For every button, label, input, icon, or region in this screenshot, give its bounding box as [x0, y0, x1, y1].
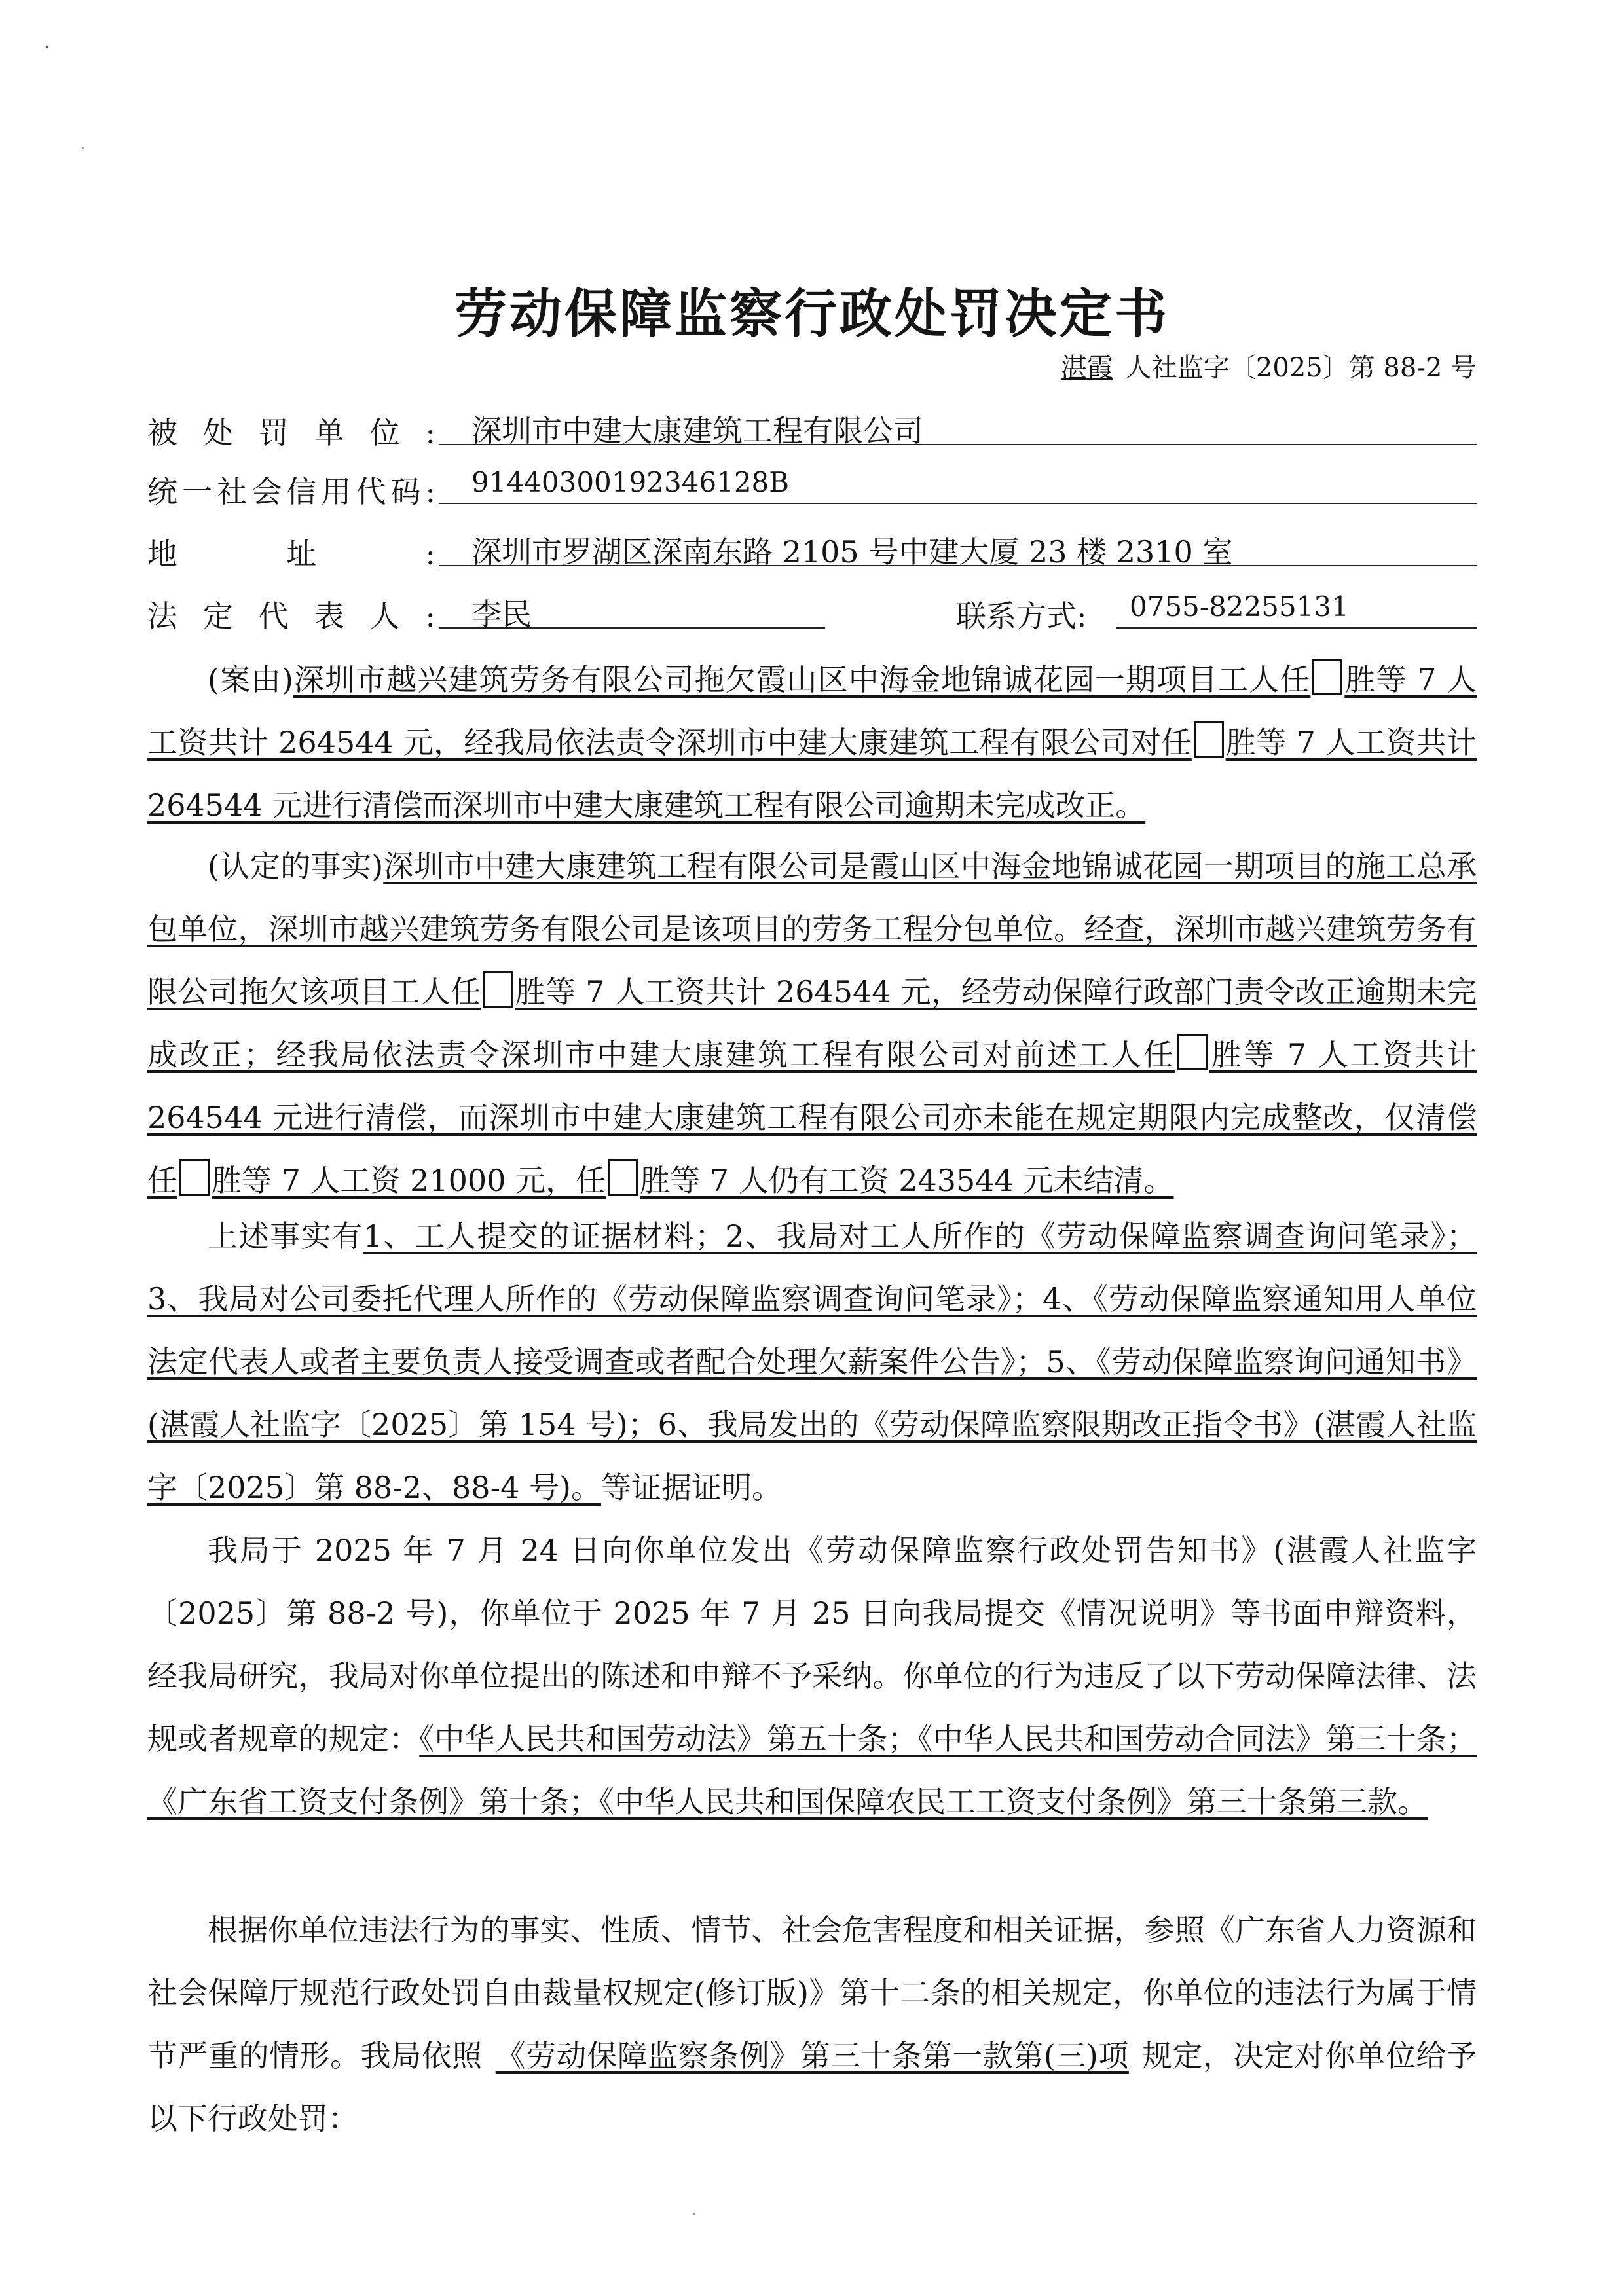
basis-paragraph	[147, 1899, 1477, 2150]
facts-text-5: 胜等 7 人仍有工资 243544 元未结清。	[640, 1163, 1174, 1198]
basis-law: 《劳动保障监察条例》第三十条第一款第(三)项	[495, 2038, 1129, 2073]
violated-laws: 《中华人民共和国劳动法》第五十条；《中华人民共和国劳动合同法》第三十条；《广东省工资支付条例》第十条；《中华人民共和国保障农民工工资支付条例》第三十条第三款。	[147, 1721, 1477, 1819]
notice-paragraph	[147, 1519, 1477, 1833]
redaction-box	[483, 971, 513, 1008]
facts-text-3: 胜等 7 人工资共计 264544 元进行清偿，而深圳市中建大康建筑工程有限公司亦未能在规定期限内完成整改，仅清偿任	[147, 1037, 1477, 1198]
case-text-2: 胜等 7 人工资共计 264544 元，经我局依法责令深圳市中建大康建筑工程有限公司对任	[147, 662, 1477, 760]
document-title: 劳动保障监察行政处罚决定书	[454, 283, 1170, 344]
facts-text-2: 胜等 7 人工资共计 264544 元，经劳动保障行政部门责令改正逾期未完成改正；经我局依法责令深圳市中建大康建筑工程有限公司对前述工人任	[147, 974, 1477, 1072]
case-text-1: 深圳市越兴建筑劳务有限公司拖欠霞山区中海金地锦诚花园一期项目工人任	[293, 662, 1311, 697]
address-value: 深圳市罗湖区深南东路 2105 号中建大厦 23 楼 2310 室	[439, 528, 1477, 566]
doc-number-prefix: 湛霞	[1060, 353, 1113, 383]
facts-text-4: 胜等 7 人工资 21000 元，任	[212, 1163, 606, 1198]
case-heading: (案由)	[208, 662, 294, 697]
rep-label: 法定代表人:	[147, 598, 435, 634]
facts-heading: (认定的事实)	[208, 848, 384, 884]
rep-value: 李民	[439, 591, 825, 629]
address-row	[147, 530, 435, 574]
credit-value: 91440300192346128B	[439, 466, 1477, 504]
credit-row	[147, 468, 435, 511]
unit-label: 被处罚单位:	[147, 415, 435, 450]
unit-row	[147, 409, 435, 452]
basis-text: 根据你单位违法行为的事实、性质、情节、社会危害程度和相关证据，参照《广东省人力资源和社会保障厅规范行政处罚自由裁量权规定(修订版)》第十二条的相关规定，你单位的违法行为属于情节严重的情形。我局依照	[147, 1912, 1477, 2073]
redaction-box	[1177, 1034, 1208, 1070]
scan-speck	[46, 46, 48, 48]
contact-label: 联系方式:	[956, 598, 1087, 634]
rep-row	[147, 592, 435, 636]
evidence-paragraph	[147, 1205, 1477, 1519]
evidence-tail: 等证据证明。	[600, 1470, 782, 1505]
redaction-box	[179, 1159, 210, 1196]
contact-value: 0755-82255131	[1116, 591, 1477, 629]
credit-label: 统一社会信用代码:	[147, 474, 435, 509]
redaction-box	[1312, 659, 1342, 695]
scan-speck	[82, 147, 84, 149]
document-number	[1049, 347, 1477, 384]
redaction-box	[608, 1159, 638, 1196]
address-label: 地址:	[147, 536, 435, 572]
evidence-lead: 上述事实有	[208, 1218, 363, 1254]
unit-value: 深圳市中建大康建筑工程有限公司	[439, 407, 1477, 445]
basis-tail: 规定，决定对你单位给予以下行政处罚：	[147, 2038, 1477, 2136]
facts-text-1: 深圳市中建大康建筑工程有限公司是霞山区中海金地锦诚花园一期项目的施工总承包单位，深圳市越兴建筑劳务有限公司是该项目的劳务工程分包单位。经查，深圳市越兴建筑劳务有限公司拖欠该项目工人任	[147, 848, 1477, 1010]
facts-paragraph	[147, 835, 1477, 1212]
notice-text: 我局于 2025 年 7 月 24 日向你单位发出《劳动保障监察行政处罚告知书》(湛霞人社监字〔2025〕第 88-2 号)，你单位于 2025 年 7 月 25 日向我局提交《情况说明》等书面申辩资料，经我局研究，我局对你单位提出的陈述和申辩不予采纳。你单位的行为违反了以下劳动保障法律、法规或者规章的规定：	[147, 1533, 1477, 1757]
case-text-3: 胜等 7 人工资共计 264544 元进行清偿而深圳市中建大康建筑工程有限公司逾期未完成改正。	[147, 725, 1477, 823]
case-paragraph	[147, 648, 1477, 837]
doc-number-rest: 人社监字〔2025〕第 88-2 号	[1124, 353, 1477, 383]
scan-speck	[693, 2213, 695, 2215]
evidence-items: 1、工人提交的证据材料；2、我局对工人所作的《劳动保障监察调查询问笔录》；3、我局对公司委托代理人所作的《劳动保障监察调查询问笔录》；4、《劳动保障监察通知用人单位法定代表人或者主要负责人接受调查或者配合处理欠薪案件公告》；5、《劳动保障监察询问通知书》(湛霞人社监字〔2025〕第 154 号)；6、我局发出的《劳动保障监察限期改正指令书》(湛霞人社监字〔2025〕第 88-2、88-4 号)。	[147, 1218, 1477, 1505]
redaction-box	[1194, 721, 1224, 758]
